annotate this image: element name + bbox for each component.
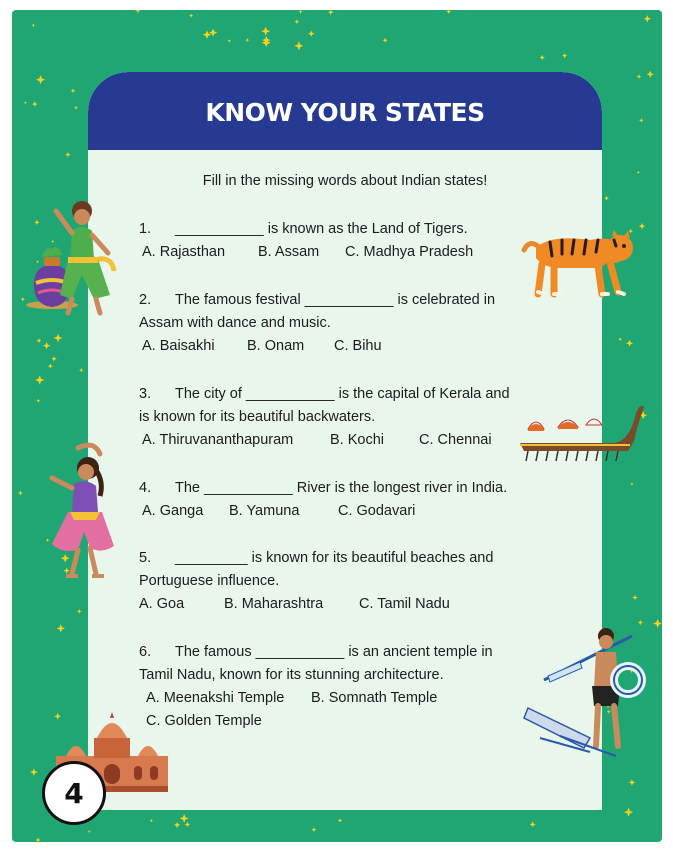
question-text-line-1: The famous ___________ is an ancient temple in [175,644,493,660]
star-decoration [24,101,27,104]
question-text-line-1: _________ is known for its beautiful beaches and [175,550,494,566]
question-number: 5. [139,550,152,566]
star-decoration [637,171,641,175]
star-decoration [530,821,536,827]
star-decoration [446,10,451,14]
question-6 [139,641,539,733]
question-text-line-2: is known for its beautiful backwaters. [139,409,376,425]
question-number: 4. [139,480,152,496]
star-decoration [71,88,76,93]
star-decoration [383,38,388,43]
star-decoration [203,30,212,39]
star-decoration [18,490,23,495]
star-decoration [328,10,334,15]
option-c: C. Madhya Pradesh [345,244,474,260]
question-text-line-2: Portuguese influence. [139,573,280,589]
options-row [142,429,539,452]
star-decoration [54,334,63,343]
option-a: A. Thiruvananthapuram [142,432,294,448]
question-2 [139,289,539,358]
star-decoration [180,814,189,823]
star-decoration [630,482,633,485]
star-decoration [36,399,40,403]
fisherman-icon [520,616,650,766]
question-4 [139,477,539,523]
question-text-line-1: The city of ___________ is the capital of Kerala and [175,386,510,402]
option-a: A. Rajasthan [142,244,226,260]
star-decoration [604,196,609,201]
question-1 [139,218,539,264]
options-row [139,593,539,616]
option-c: C. Golden Temple [146,713,262,729]
option-b: B. Somnath Temple [311,690,438,706]
star-decoration [36,75,45,84]
instruction-text: Fill in the missing words about Indian states! [202,173,488,189]
star-decoration [43,342,51,350]
star-decoration [298,10,302,14]
star-decoration [209,28,217,36]
question-number: 1. [139,221,152,237]
star-decoration [189,14,193,18]
question-3 [139,383,539,452]
title-banner [88,72,602,150]
star-decoration [618,337,622,341]
star-decoration [32,101,38,107]
options-row [142,500,539,523]
snake-boat-icon [518,393,646,463]
star-decoration [136,10,141,13]
star-decoration [36,837,41,842]
star-decoration [174,822,181,829]
star-decoration [637,74,642,79]
question-text-line-2: Tamil Nadu, known for its stunning architecture. [139,667,444,683]
star-decoration [30,768,38,776]
star-decoration [65,152,71,158]
star-decoration [185,822,191,828]
star-decoration [644,15,651,22]
option-c: C. Godavari [338,503,416,519]
star-decoration [562,53,567,58]
star-decoration [294,41,303,50]
page-title: KNOW YOUR STATES [205,97,485,127]
star-decoration [36,338,41,343]
star-decoration [150,819,154,823]
star-decoration [639,223,646,230]
star-decoration [228,39,232,43]
page-number-badge: 4 [42,761,106,825]
star-decoration [261,27,270,36]
option-c: C. Bihu [334,338,382,354]
star-decoration [624,808,633,817]
option-b: B. Maharashtra [224,596,324,612]
star-decoration [51,356,57,362]
question-number: 3. [139,386,152,402]
options-row [142,335,539,358]
option-a: A. Ganga [142,503,204,519]
star-decoration [626,340,633,347]
star-decoration [629,779,636,786]
star-decoration [311,827,316,832]
question-text: ___________ is known as the Land of Tigers. [175,221,468,237]
star-decoration [31,23,35,27]
star-decoration [647,71,654,78]
star-decoration [639,118,644,123]
star-decoration [79,368,84,373]
star-decoration [338,818,343,823]
option-c: C. Tamil Nadu [359,596,450,612]
option-b: B. Yamuna [229,503,300,519]
star-decoration [74,106,78,110]
star-decoration [653,619,662,628]
option-a: A. Goa [139,596,185,612]
dancer-with-pot-icon [20,195,124,325]
star-decoration [294,19,299,24]
star-decoration [35,375,44,384]
option-c: C. Chennai [419,432,492,448]
tiger-icon [520,228,638,300]
star-decoration [308,30,315,37]
star-decoration [57,624,65,633]
star-decoration [539,55,545,61]
question-number: 2. [139,292,152,308]
question-number: 6. [139,644,152,660]
star-decoration [88,830,91,833]
question-text-line-1: The famous festival ___________ is celebrated in [175,292,496,308]
star-decoration [245,38,249,42]
star-decoration [48,364,53,369]
question-text: The ___________ River is the longest river in India. [175,480,508,496]
options-row [146,687,539,710]
option-a: A. Baisakhi [142,338,215,354]
star-decoration [77,609,82,614]
question-5 [139,547,539,616]
option-b: B. Kochi [330,432,384,448]
question-text-line-2: Assam with dance and music. [139,315,331,331]
option-b: B. Assam [258,244,320,260]
option-b: B. Onam [247,338,305,354]
classical-dancer-icon [42,438,122,588]
worksheet-page [12,10,662,842]
star-decoration [632,595,638,601]
options-row [142,241,539,264]
options-row-2 [146,710,539,733]
option-a: A. Meenakshi Temple [146,690,285,706]
